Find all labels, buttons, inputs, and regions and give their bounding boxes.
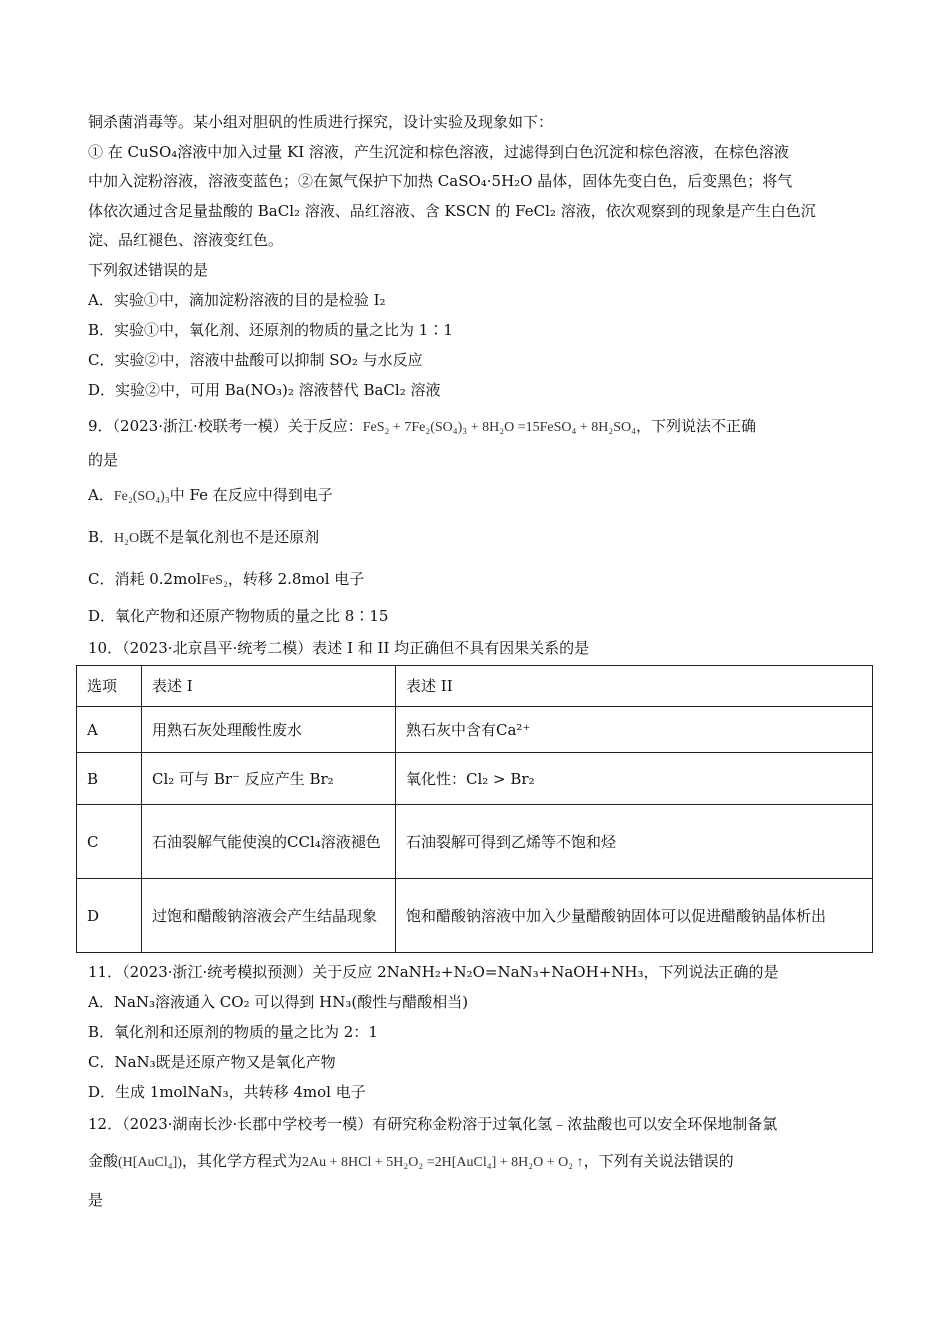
q11-stem: 11．（2023·浙江·统考模拟预测）关于反应 2NaNH₂+N₂O=NaN₃+NaOH+NH₃，下列说法正确的是 [88, 963, 779, 981]
row-a-statement-2: 熟石灰中含有Ca²⁺ [396, 707, 873, 753]
q9-option-a [88, 475, 873, 517]
q11-option-c: C．NaN₃既是还原产物又是氧化产物 [88, 1053, 336, 1071]
row-d-statement-1: 过饱和醋酸钠溶液会产生结晶现象 [142, 879, 396, 953]
q9-suffix: ，下列说法不正确 [636, 417, 757, 435]
q9-option-d-label: D． [88, 607, 116, 625]
row-c-option: C [77, 805, 142, 879]
q12-formula: (H[AuCl₄]) [118, 1155, 182, 1170]
row-b-statement-2: 氧化性：Cl₂ > Br₂ [396, 753, 873, 805]
q9-prefix: 9．（2023·浙江·校联考一模）关于反应： [88, 417, 363, 435]
q9-stem-line-2: 的是 [88, 451, 119, 469]
table-header-row [77, 666, 873, 707]
q9-option-d [88, 601, 873, 631]
row-d-option: D [77, 879, 142, 953]
q12-stem-line-3: 是 [88, 1191, 104, 1209]
row-c-statement-2: 石油裂解可得到乙烯等不饱和烃 [396, 805, 873, 879]
q9-option-b-label: B． [88, 528, 115, 546]
intro-line-6: 下列叙述错误的是 [88, 260, 209, 279]
q9-option-c-formula: FeS₂ [201, 573, 228, 588]
q9-option-b [88, 517, 873, 559]
table-row [77, 753, 873, 805]
row-b-option: B [77, 753, 142, 805]
q9-option-c [88, 559, 873, 601]
intro-line-1: 铜杀菌消毒等。某小组对胆矾的性质进行探究，设计实验及现象如下： [88, 113, 554, 131]
row-d-statement-2: 饱和醋酸钠溶液中加入少量醋酸钠固体可以促进醋酸钠晶体析出 [396, 879, 873, 953]
q8-option-b: B．实验①中，氧化剂、还原剂的物质的量之比为 1∶1 [88, 321, 453, 339]
q12-equation: 2Au + 8HCl + 5H₂O₂ =2H[AuCl₄] + 8H₂O + O₂ ↑ [302, 1155, 584, 1170]
q12-stem-line-2 [88, 1141, 873, 1183]
q9-option-a-label: A． [88, 486, 114, 504]
q9-option-c-label: C．消耗 0.2mol [88, 570, 202, 588]
q9-option-a-formula: Fe₂(SO₄)₃ [113, 489, 170, 504]
intro-line-3: 中加入淀粉溶液，溶液变蓝色；②在氮气保护下加热 CaSO₄·5H₂O 晶体，固体先变白色，后变黑色；将气 [88, 172, 793, 190]
q10-stem: 10．（2023·北京昌平·统考二模）表述 I 和 II 均正确但不具有因果关系的是 [88, 639, 590, 657]
q9-stem [88, 411, 873, 443]
q12-text-a: 金酸 [88, 1152, 119, 1170]
q11-option-d: D．生成 1molNaN₃，共转移 4mol 电子 [88, 1083, 366, 1101]
q11-option-b: B．氧化剂和还原剂的物质的量之比为 2：1 [88, 1023, 378, 1041]
q9-option-b-text: 既不是氧化剂也不是还原剂 [139, 528, 320, 546]
q8-option-a: A．实验①中，滴加淀粉溶液的目的是检验 I₂ [88, 291, 386, 309]
intro-line-5: 淀、品红褪色、溶液变红色。 [88, 231, 284, 249]
header-statement-1: 表述 I [142, 666, 396, 707]
q9-option-a-text: 中 Fe 在反应中得到电子 [169, 486, 333, 504]
q9-equation: FeS₂ + 7Fe₂(SO₄)₃ + 8H₂O =15FeSO₄ + 8H₂SO₄ [362, 420, 637, 435]
document-page [88, 108, 873, 1215]
q12-stem-line-1: 12．（2023·湖南长沙·长郡中学校考一模）有研究称金粉溶于过氧化氢﹣浓盐酸也可以安全环保地制备氯 [88, 1115, 778, 1133]
table-row [77, 879, 873, 953]
q12-text-c: ，下列有关说法错误的 [583, 1152, 734, 1170]
q9-option-b-formula: H₂O [114, 531, 140, 546]
row-a-option: A [77, 707, 142, 753]
q9-option-c-text: ，转移 2.8mol 电子 [227, 570, 365, 588]
row-c-statement-1: 石油裂解气能使溴的CCl₄溶液褪色 [142, 805, 396, 879]
q8-option-d: D．实验②中，可用 Ba(NO₃)₂ 溶液替代 BaCl₂ 溶液 [88, 381, 441, 399]
intro-line-4: 体依次通过含足量盐酸的 BaCl₂ 溶液、品红溶液、含 KSCN 的 FeCl₂ 溶液，依次观察到的现象是产生白色沉 [88, 201, 816, 220]
intro-line-2: ① 在 CuSO₄溶液中加入过量 KI 溶液，产生沉淀和棕色溶液，过滤得到白色沉淀和棕色溶液，在棕色溶液 [88, 142, 789, 161]
table-row [77, 805, 873, 879]
table-row [77, 707, 873, 753]
q12-text-b: ，其化学方程式为 [182, 1152, 303, 1170]
q11-option-a: A．NaN₃溶液通入 CO₂ 可以得到 HN₃(酸性与醋酸相当) [88, 993, 469, 1011]
q10-table [76, 665, 873, 953]
q9-option-d-text: 氧化产物和还原产物物质的量之比 8∶15 [115, 607, 389, 625]
row-a-statement-1: 用熟石灰处理酸性废水 [142, 707, 396, 753]
header-statement-2: 表述 II [396, 666, 873, 707]
row-b-statement-1: Cl₂ 可与 Br⁻ 反应产生 Br₂ [142, 753, 396, 805]
q8-option-c: C．实验②中，溶液中盐酸可以抑制 SO₂ 与水反应 [88, 351, 423, 369]
header-option: 选项 [77, 666, 142, 707]
